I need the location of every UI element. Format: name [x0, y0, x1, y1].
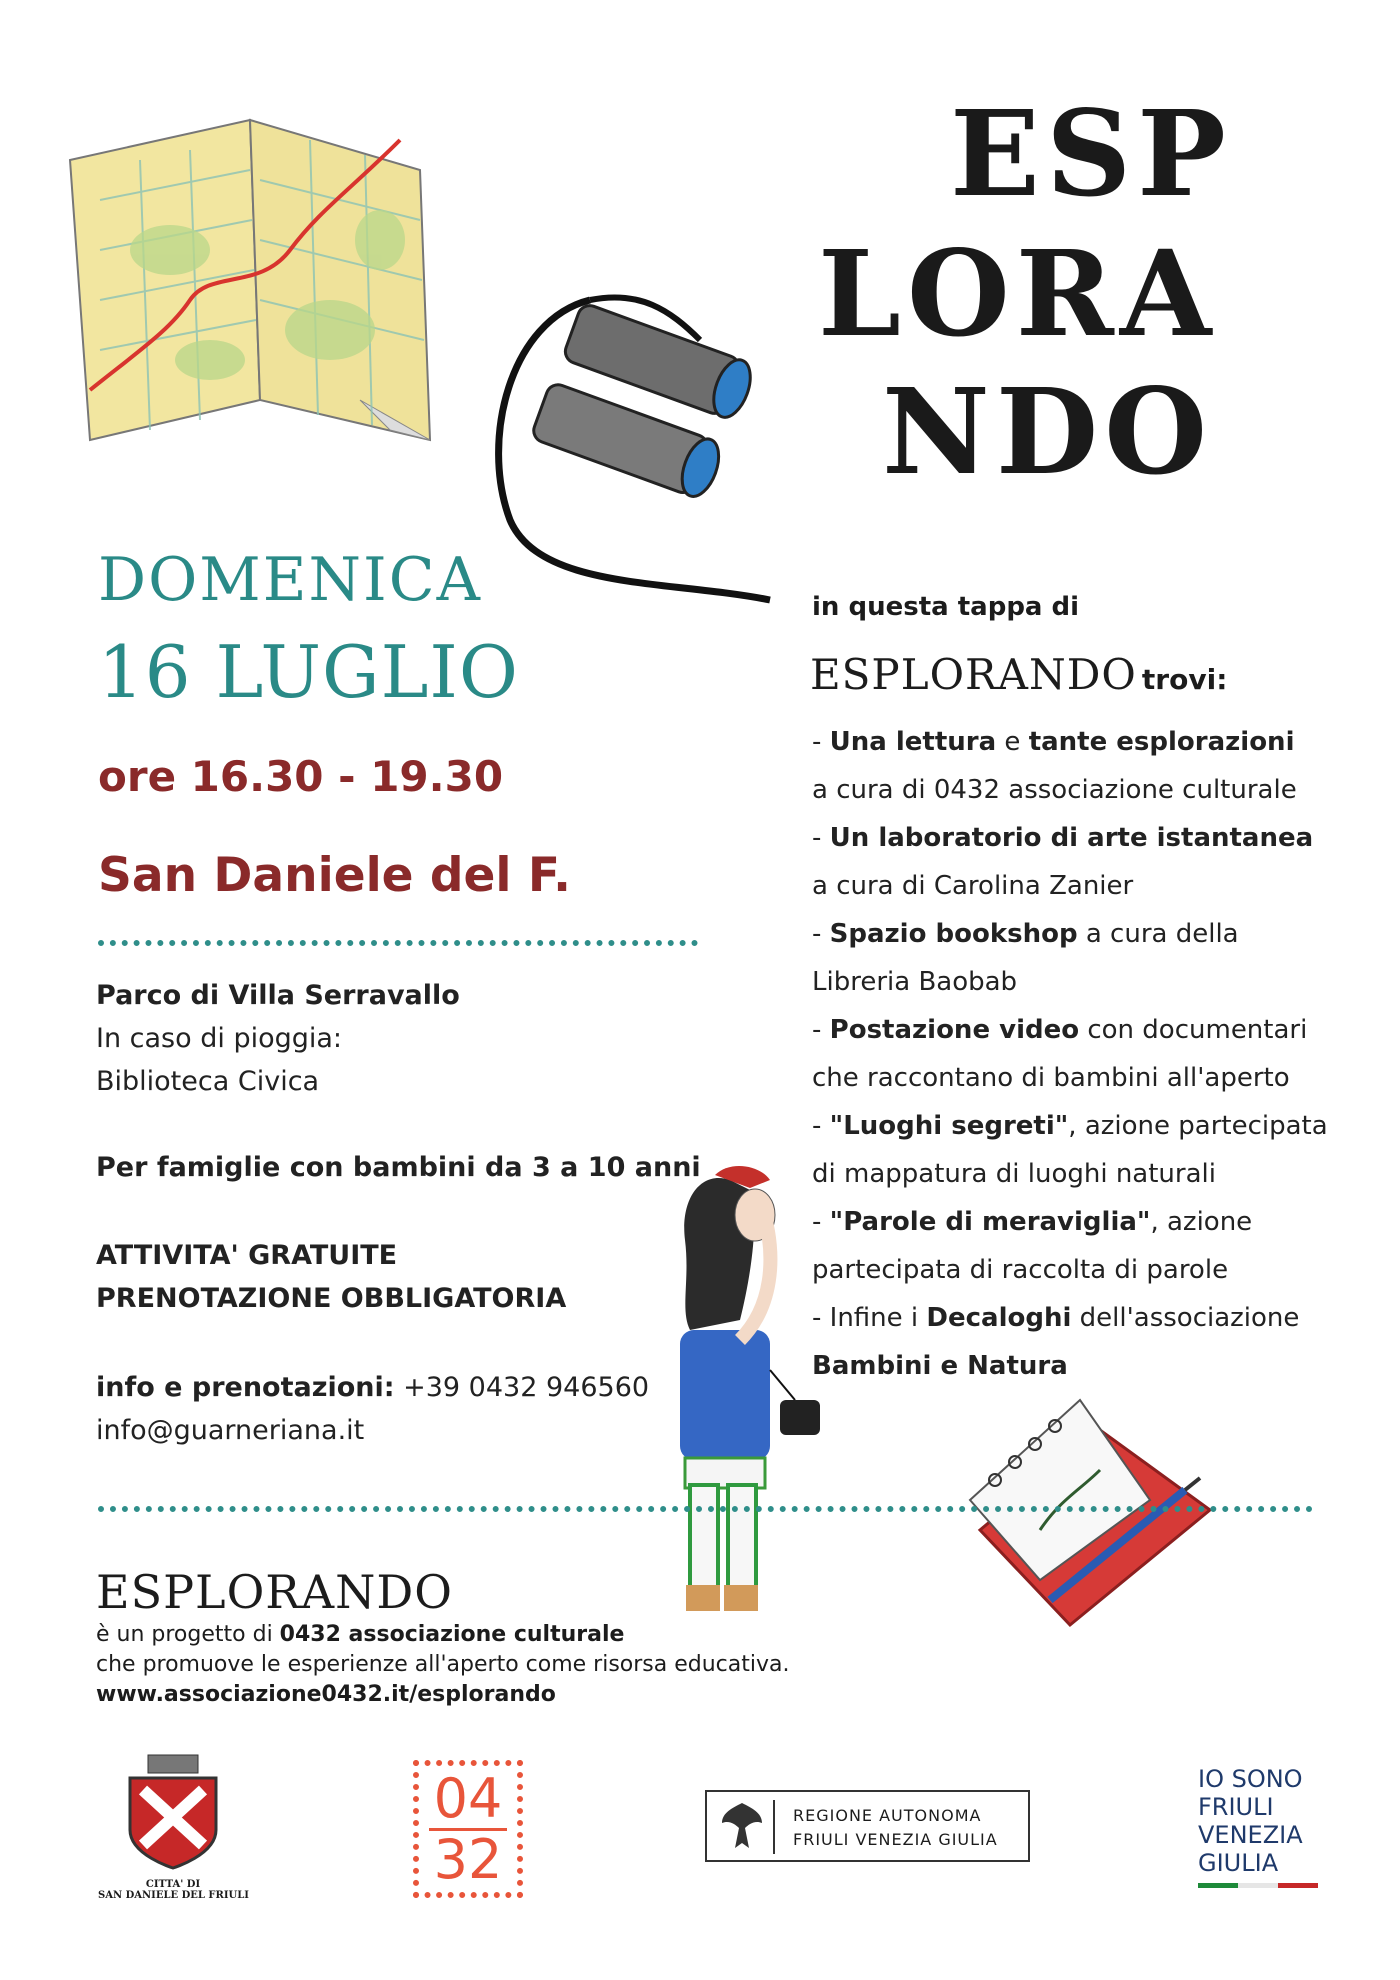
- child-explorer-illustration: [620, 1160, 830, 1620]
- list-text: partecipata di raccolta di parole: [812, 1255, 1229, 1285]
- list-text: a cura di 0432 associazione culturale: [812, 775, 1297, 805]
- list-text: -: [812, 1015, 830, 1045]
- logo-0432-bottom: 32: [433, 1828, 503, 1891]
- list-text: -: [812, 823, 830, 853]
- list-bold-text: Una lettura: [829, 727, 997, 757]
- notice-booking: PRENOTAZIONE OBBLIGATORIA: [96, 1283, 567, 1314]
- stage-list-line: [812, 1006, 1307, 1054]
- logo-0432-top: 04: [433, 1767, 503, 1830]
- list-text: dell'associazione: [1071, 1303, 1300, 1333]
- list-bold-text: Spazio bookshop: [829, 919, 1078, 949]
- list-text: Libreria Baobab: [812, 967, 1018, 997]
- project-line2: che promuove le esperienze all'aperto come risorsa educativa.: [96, 1652, 790, 1677]
- fvg-line-2: FRIULI: [1198, 1793, 1274, 1821]
- contact-email[interactable]: info@guarneriana.it: [96, 1415, 365, 1446]
- project-line1-pre: è un progetto di: [96, 1622, 280, 1647]
- list-text: -: [812, 1303, 830, 1333]
- list-bold-text: Postazione video: [829, 1015, 1080, 1045]
- list-text: -: [812, 727, 830, 757]
- stage-list-line: [812, 814, 1313, 862]
- dotted-divider-top: [98, 940, 698, 946]
- contact-phone[interactable]: +39 0432 946560: [403, 1372, 650, 1403]
- stage-heading: [810, 650, 1227, 699]
- map-illustration: [60, 100, 440, 460]
- list-bold-text: Decaloghi: [926, 1303, 1072, 1333]
- citta-line1: CITTA' DI: [145, 1879, 201, 1890]
- project-name: ESPLORANDO: [96, 1565, 453, 1619]
- logo-0432: [413, 1760, 523, 1898]
- citta-line2: SAN DANIELE DEL FRIULI: [98, 1890, 249, 1901]
- event-date: 16 LUGLIO: [98, 630, 519, 714]
- stage-list-line: [812, 1102, 1328, 1150]
- list-text: Infine i: [829, 1303, 927, 1333]
- fvg-line-4: GIULIA: [1198, 1849, 1279, 1877]
- venue-rain-label: In caso di pioggia:: [96, 1023, 343, 1054]
- stage-list-line: [812, 766, 1297, 814]
- event-place: San Daniele del F.: [98, 848, 571, 903]
- list-bold-text: Un laboratorio di arte istantanea: [829, 823, 1314, 853]
- audience: Per famiglie con bambini da 3 a 10 anni: [96, 1152, 701, 1183]
- notice-free: ATTIVITA' GRATUITE: [96, 1240, 398, 1271]
- list-text: -: [812, 1207, 830, 1237]
- event-day: DOMENICA: [98, 545, 482, 615]
- list-bold-text: tante esplorazioni: [1028, 727, 1295, 757]
- list-text: a cura della: [1077, 919, 1239, 949]
- venue-name: Parco di Villa Serravallo: [96, 980, 460, 1011]
- list-text: con documentari: [1079, 1015, 1308, 1045]
- contact-label: info e prenotazioni:: [96, 1372, 395, 1403]
- list-text: a cura di Carolina Zanier: [812, 871, 1134, 901]
- dotted-divider-bottom: [98, 1506, 1313, 1512]
- stage-list-line: [812, 910, 1239, 958]
- title-line-1: ESP: [950, 84, 1232, 223]
- list-text: , azione partecipata: [1068, 1111, 1328, 1141]
- list-text: , azione: [1150, 1207, 1253, 1237]
- stage-list-line: [812, 1198, 1252, 1246]
- list-text: e: [996, 727, 1029, 757]
- binoculars-illustration: [470, 280, 810, 610]
- stage-name: ESPLORANDO: [810, 650, 1137, 699]
- stage-list-line: [812, 1054, 1290, 1102]
- fvg-line-3: VENEZIA: [1198, 1821, 1303, 1849]
- title-line-3: NDO: [882, 362, 1213, 501]
- list-text: di mappatura di luoghi naturali: [812, 1159, 1216, 1189]
- stage-list-line: [812, 718, 1294, 766]
- regione-line2: FRIULI VENEZIA GIULIA: [793, 1830, 998, 1849]
- stage-intro: in questa tappa di: [812, 592, 1080, 622]
- coat-of-arms-icon: [118, 1750, 228, 1875]
- eagle-icon: [717, 1798, 767, 1856]
- logo-citta-san-daniele: [98, 1750, 248, 1920]
- stage-list-line: [812, 958, 1017, 1006]
- list-text: che raccontano di bambini all'aperto: [812, 1063, 1290, 1093]
- project-url[interactable]: www.associazione0432.it/esplorando: [96, 1682, 556, 1707]
- stage-trovi: trovi:: [1141, 663, 1228, 696]
- stage-list-line: [812, 1150, 1216, 1198]
- stage-list-line: [812, 862, 1133, 910]
- logo-io-sono-fvg: [1198, 1765, 1338, 1888]
- list-bold-text: Bambini e Natura: [812, 1351, 1068, 1381]
- event-time: ore 16.30 - 19.30: [98, 752, 504, 801]
- project-line1-bold: 0432 associazione culturale: [279, 1622, 625, 1647]
- list-bold-text: "Parole di meraviglia": [829, 1207, 1151, 1237]
- title-line-2: LORA: [818, 224, 1218, 363]
- list-bold-text: "Luoghi segreti": [829, 1111, 1069, 1141]
- venue-rain-place: Biblioteca Civica: [96, 1066, 320, 1097]
- stage-list-line: [812, 1294, 1299, 1342]
- project-line1: [96, 1622, 624, 1647]
- contact-line: [96, 1372, 649, 1403]
- regione-line1: REGIONE AUTONOMA: [793, 1806, 982, 1825]
- list-text: -: [812, 1111, 830, 1141]
- logo-regione-fvg: [705, 1790, 1030, 1862]
- fvg-line-1: IO SONO: [1198, 1765, 1303, 1793]
- stage-list-line: [812, 1246, 1228, 1294]
- list-text: -: [812, 919, 830, 949]
- italian-flag-stripe: [1198, 1883, 1318, 1888]
